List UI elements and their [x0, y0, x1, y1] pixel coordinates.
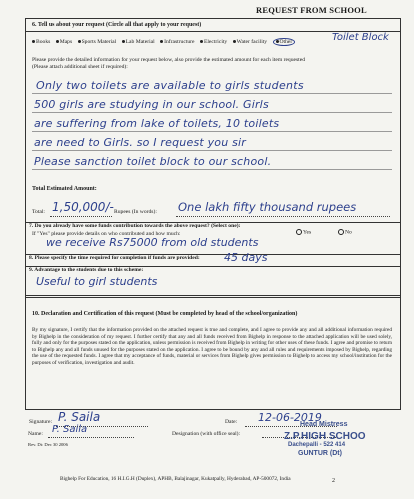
- answer-line: are suffering from lake of toilets, 10 toilets: [34, 117, 280, 130]
- option-yes[interactable]: Yes: [296, 229, 311, 236]
- page-number: 2: [332, 478, 335, 484]
- name-underline: [48, 437, 134, 438]
- seal-line-1: Head Mistress: [300, 421, 348, 428]
- date-value[interactable]: 12-06-2019: [258, 411, 322, 424]
- option-electricity[interactable]: Electricity: [200, 39, 227, 45]
- rule-line: [32, 169, 392, 170]
- footer-address: Bighelp For Education, 16 H.I.G.H (Duplex), APHB, Balajinagar, Kukatpally, Hyderabad, AP-500072, India: [60, 476, 291, 482]
- section7-detail-value[interactable]: we receive Rs75000 from old students: [46, 236, 259, 249]
- section8-question: 8. Please specify the time required for completion if funds are provided:: [29, 255, 200, 261]
- amount-heading: Total Estimated Amount:: [32, 186, 97, 192]
- option-lab[interactable]: Lab Material: [122, 39, 155, 45]
- rule-line: [32, 112, 392, 113]
- radio-icon: [296, 229, 302, 235]
- answer-line: 500 girls are studying in our school. Girls: [34, 98, 269, 111]
- revision-date: Rev. Dt: Dec 30 2006: [28, 442, 68, 447]
- section9-value[interactable]: Useful to girl students: [36, 275, 158, 288]
- instruction-line2: (Please attach additional sheet if required):: [32, 64, 128, 70]
- total-value[interactable]: 1,50,000/-: [52, 200, 114, 214]
- name-value[interactable]: P. Saila: [52, 424, 88, 435]
- radio-icon: [338, 229, 344, 235]
- bullet-icon: [32, 40, 35, 43]
- divider: [26, 295, 400, 296]
- total-underline: [50, 216, 112, 217]
- other-value: Toilet Block: [332, 32, 389, 43]
- words-label: Rupees (In words):: [114, 209, 157, 215]
- section9-question: 9. Advantage to the students due to this scheme:: [29, 267, 144, 273]
- section10-heading: 10. Declaration and Certification of this request (Must be completed by head of the school/organization): [32, 311, 298, 317]
- seal-line-4: GUNTUR (Dt): [298, 450, 342, 457]
- date-label: Date:: [225, 419, 238, 425]
- rule-line: [32, 93, 392, 94]
- rule-line: [32, 150, 392, 151]
- rule-line: [32, 131, 392, 132]
- option-water[interactable]: Water facility: [233, 39, 267, 45]
- divider: [26, 297, 400, 298]
- option-sports[interactable]: Sports Material: [78, 39, 117, 45]
- section7-detail-label: If "Yes" please provide details on who contributed and how much:: [32, 231, 181, 237]
- signature-value[interactable]: P. Saila: [58, 410, 101, 424]
- bullet-icon: [78, 40, 81, 43]
- bullet-icon: [160, 40, 163, 43]
- total-label: Total:: [32, 209, 45, 215]
- words-underline: [176, 216, 390, 217]
- bullet-icon: [56, 40, 59, 43]
- bullet-icon: [276, 40, 279, 43]
- section7-question: 7. Do you already have some funds contribution towards the above request? (Select one):: [29, 223, 241, 229]
- form-title: REQUEST FROM SCHOOL: [256, 5, 367, 15]
- bullet-icon: [200, 40, 203, 43]
- option-other[interactable]: Other: [273, 38, 296, 46]
- seal-line-3: Dachepalli - 522 414: [288, 442, 346, 448]
- bullet-icon: [122, 40, 125, 43]
- option-maps[interactable]: Maps: [56, 39, 72, 45]
- bullet-icon: [233, 40, 236, 43]
- section6-heading: 6. Tell us about your request (Circle all that apply to your request): [32, 22, 202, 28]
- instruction-line1: Please provide the detailed information for your request below, also provide the estimated amount for each item requested: [32, 57, 306, 63]
- option-books[interactable]: Books: [32, 39, 50, 45]
- answer-line: Only two toilets are available to girls students: [36, 79, 304, 92]
- designation-label: Designation (with office seal):: [172, 431, 241, 437]
- option-no[interactable]: No: [338, 229, 352, 236]
- declaration-text: By my signature, I certify that the information provided on the attached request is true and complete, and I agree to provide any and all additional information required by Bighelp in the consideration of my request. I further certify that any and all funds received from Bighelp in response to the attached application will be used solely, fully and only for the purposes stated on the application, unless permission is received from Bighelp in writing for other uses of these funds. I agree and promise to return to Bighelp any and all funds unused for the purposes stated on the application. I agree to be bound by any and all rules and requirements imposed by Bighelp, regarding the use of the requested funds. I agree that my acceptance of funds, material or services from Bighelp gives permission to Bighelp to access my school/institution for the purposes of verification, investigation and audit.: [32, 327, 392, 366]
- section8-value[interactable]: 45 days: [224, 251, 268, 264]
- seal-line-2: Z.P.HIGH SCHOO: [284, 431, 366, 442]
- option-infrastructure[interactable]: Infrastructure: [160, 39, 194, 45]
- answer-line: are need to Girls. so I request you sir: [34, 136, 247, 149]
- answer-line: Please sanction toilet block to our school.: [34, 155, 272, 168]
- request-options: [32, 39, 299, 45]
- name-label: Name:: [28, 431, 43, 437]
- words-value[interactable]: One lakh fifty thousand rupees: [178, 200, 357, 214]
- signature-label: Signature:: [29, 419, 52, 425]
